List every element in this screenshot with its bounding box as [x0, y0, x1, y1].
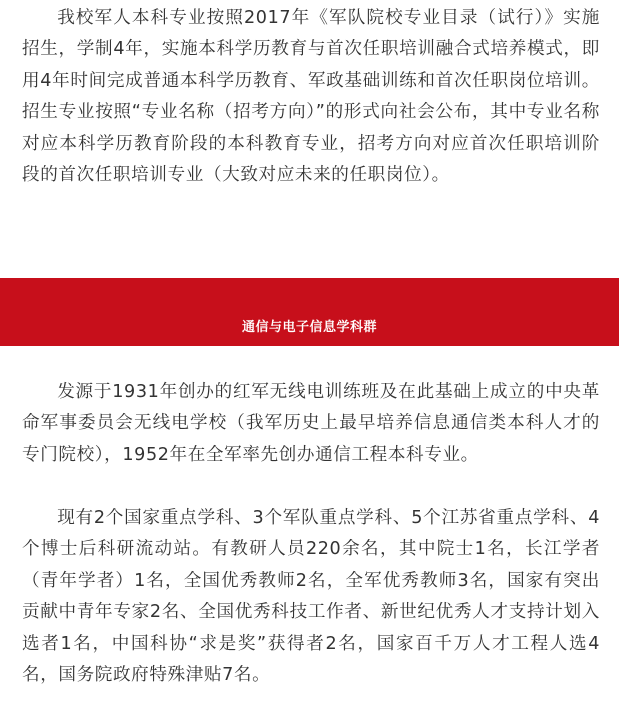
stats-paragraph: 现有2个国家重点学科、3个军队重点学科、5个江苏省重点学科、4个博士后科研流动站。有教研人员220余名，其中院士1名，长江学者（青年学者）1名，全国优秀教师2名，全军优秀教师3名，国家有突出贡献中青年专家2名、全国优秀科技工作者、新世纪优秀人才支持计划入选者1名，中国科协“求是奖”获得者2名，国家百千万人才工程人选4名，国务院政府特殊津贴7名。 — [22, 508, 600, 686]
section-banner — [0, 278, 619, 346]
section-title: 通信与电子信息学科群 — [241, 320, 377, 335]
origin-paragraph: 发源于1931年创办的红军无线电训练班及在此基础上成立的中央革命军事委员会无线电学校（我军历史上最早培养信息通信类本科人才的专门院校），1952年在全军率先创办通信工程本科专业。 — [22, 382, 600, 465]
intro-paragraph: 我校军人本科专业按照2017年《军队院校专业目录（试行）》实施招生，学制4年，实施本科学历教育与首次任职培训融合式培养模式，即用4年时间完成普通本科学历教育、军政基础训练和首次任职岗位培训。招生专业按照“专业名称（招考方向）”的形式向社会公布，其中专业名称对应本科学历教育阶段的本科教育专业，招考方向对应首次任职培训阶段的首次任职培训专业（大致对应未来的任职岗位）。 — [22, 8, 600, 186]
